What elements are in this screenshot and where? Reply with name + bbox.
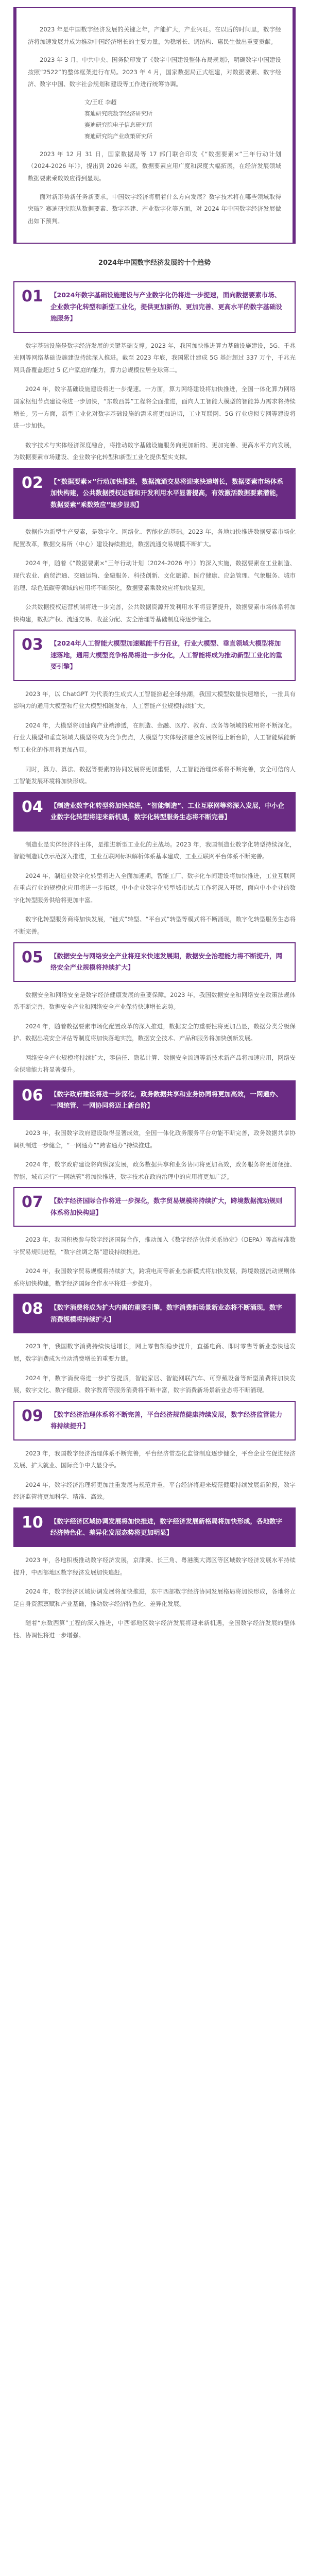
section-paragraph: 数字技术与实体经济深度融合，将推动数字基础设施服务向更加新的、更加完善、更高水平方向发展，为数据要素市场建设、企业数字化转型和新型工业化提供坚实支撑。 [13,441,296,461]
section-title: 【数字消费将成为扩大内需的重要引擎，数字消费新场景新业态将不断涌现，数字消费规模将持续扩大】 [50,1303,283,1323]
section-body [13,839,296,938]
section-number: 08 [22,1300,43,1318]
section [13,281,296,464]
section-body [13,1341,296,1396]
section-body [13,1554,296,1641]
section-body [13,1127,296,1183]
section-number: 10 [22,1513,43,1532]
section-title: 【数字政府建设将进一步深化，政务数据共享和业务协同将更加高效，一网通办、一网统管、一网协同将迈上新台阶】 [50,1090,283,1110]
section-header [13,1507,296,1547]
section-paragraph: 制造业是实体经济的主体，是推进新型工业化的主战场。2023 年，我国制造业数字化转型持续深化，智能制造试点示范深入推进，工业互联网标识解析体系基本建成，工业互联网平台体系不断完善。 [13,840,296,860]
section-title: 【数据安全与网络安全产业将迎来快速发展期，数据安全治理能力将不断提升，网络安全产业规模将持续扩大】 [50,952,283,972]
section-paragraph: 随着“东数西算”工程的深入推进，中西部地区数字经济发展将迎来新机遇，全国数字经济发展的整体性、协调性将进一步增强。 [13,1619,296,1639]
section-number: 07 [22,1193,43,1212]
section-body [13,1234,296,1290]
intro-meta [28,97,281,142]
section-title: 【数字经济区域协调发展将加快推进，数字经济发展新格局将加快形成，各地数字经济特色化、差异化发展态势将更加明显】 [50,1517,283,1537]
section-paragraph: 2023 年，以 ChatGPT 为代表的生成式人工智能掀起全球热潮，我国大模型数量快速增长，一批具有影响力的通用大模型和行业大模型相继发布，人工智能产业规模持续扩大。 [13,690,296,710]
section [13,630,296,787]
section-number: 03 [22,636,43,654]
org-line: 赛迪研究院电子信息研究所 [84,121,152,128]
section-paragraph: 2023 年，我国数字经济治理体系不断完善，平台经济常态化监管制度逐步健全，平台企业在促进经济发展、扩大就业、国际竞争中大显身手。 [13,1449,296,1469]
section-paragraph: 2024 年，数字经济治理将更加注重发展与规范并重，平台经济将迎来规范健康持续发展新阶段，数字经济监管将更加科学、精准、高效。 [13,1481,296,1501]
section-header [13,281,296,333]
org-line: 赛迪研究院产业政策研究所 [84,132,152,140]
section-body [13,340,296,464]
intro-paragraph: 2023 年 3 月，中共中央、国务院印发了《数字中国建设整体布局规划》，明确数字中国建设按照“2522”的整体框架进行布局。2023 年 4 月，国家数据局正式组建，对数据要素、数字经济、数字中国、数字社会规划和建设等工作进行统筹协调。 [28,56,281,88]
section-paragraph: 2024 年，随着《“数据要素×”三年行动计划（2024-2026 年）》的深入实施，数据要素在工业制造、现代农业、商贸流通、交通运输、金融服务、科技创新、文化旅游、医疗健康、应急管理、气象服务、城市治理、绿色低碳等领域的应用将不断深化，数据要素乘数效应将加快显现。 [13,560,296,591]
section-number: 04 [22,798,43,816]
section [13,792,296,938]
section-paragraph: 网络安全产业规模将持续扩大，零信任、隐私计算、数据安全流通等新技术新产品将加速应用，网络安全保障能力将显著提升。 [13,1054,296,1074]
section-title: 【制造业数字化转型将加快推进，“智能制造”、工业互联网等将深入发展，中小企业数字化转型将迎来新机遇，数字化转型服务生态将不断完善】 [50,801,284,821]
section [13,942,296,1076]
section [13,1187,296,1290]
document-title: 2024年中国数字经济发展的十个趋势 [98,259,211,267]
section-paragraph: 数字化转型服务商将加快发展，“链式”转型、“平台式”转型等模式将不断涌现，数字化转型服务生态将不断完善。 [13,916,296,935]
section-header [13,942,296,982]
section-paragraph: 2023 年，我国积极参与数字经济国际合作，推动加入《数字经济伙伴关系协定》（DEPA）等高标准数字贸易规则进程，“数字丝绸之路”建设持续推进。 [13,1236,296,1256]
section-paragraph: 2024 年，制造业数字化转型将进入全面加速期，智能工厂、数字化车间建设将加快推进，工业互联网在重点行业的规模化应用将进一步拓展。中小企业数字化转型城市试点工作将深入开展，面向中小企业的数字化转型服务供给将更加丰富。 [13,872,296,904]
section-number: 01 [22,287,43,306]
section-paragraph: 2024 年，数字政府建设将向纵深发展，政务数据共享和业务协同将更加高效，政务服务将更加便捷、智能，城市运行“一网统管”将加快推进，数字技术在政府治理中的应用将更加广泛。 [13,1161,296,1180]
section-header [13,1401,296,1440]
section-paragraph: 2024 年，我国数字贸易规模将持续扩大，跨境电商等新业态新模式将加快发展，跨境数据流动规则体系将加快构建，数字经济国际合作水平将进一步提升。 [13,1267,296,1287]
section-header [13,792,296,832]
section [13,1080,296,1183]
section-title: 【2024年人工智能大模型加速赋能千行百业，行业大模型、垂直领域大模型将加速落地，通用大模型竞争格局将进一步分化，人工智能将成为推动新型工业化的重要引擎】 [50,639,283,671]
intro-paragraph: 2023 年 12 月 31 日，国家数据局等 17 部门联合印发《“数据要素×”三年行动计划（2024-2026 年）》，提出到 2026 年底，数据要素应用广度和深度大幅拓展，在经济发展领域数据要素乘数效应得到显现。 [28,150,281,182]
section-body [13,526,296,625]
section-number: 05 [22,948,43,967]
section-header [13,1080,296,1120]
section-paragraph: 2024 年，数字消费将进一步扩容提质，智能家居、智能网联汽车、可穿戴设备等新型消费将加快发展，数字文化、数字健康、数字教育等服务消费将不断丰富，数字消费新场景新业态将不断涌现。 [13,1374,296,1394]
section-paragraph: 2023 年，我国数字政府建设取得显著成效，全国一体化政务服务平台功能不断完善，政务数据共享协调机制进一步健全，“一网通办”“跨省通办”持续推进。 [13,1129,296,1149]
sections-container [13,277,296,1641]
section-number: 09 [22,1406,43,1425]
section-header [13,1187,296,1227]
section-paragraph: 数字基础设施是数字经济发展的关键基础支撑。2023 年，我国加快推进算力基础设施建设，5G、千兆光网等网络基础设施建设持续深入推进。截至 2023 年底，我国累计建成 5G 基站超过 337 万个，千兆光网具备覆盖超过 5 亿户家庭的能力，算力总规模位居全球第二。 [13,342,296,374]
org-line: 赛迪研究院数字经济研究所 [84,110,152,117]
section-title: 【2024年数字基础设施建设与产业数字化仍将进一步提速，面向数据要素市场、企业数字化转型和新型工业化，提供更加新的、更加完善、更高水平的数字基础设施服务】 [50,291,283,323]
section-body [13,989,296,1076]
author-line: 文/王旺 李超 [84,98,117,106]
section-body [13,1448,296,1503]
section-paragraph: 2023 年，我国数字消费持续快速增长，网上零售额稳步提升，直播电商、即时零售等新业态快速发展，数字消费成为拉动消费增长的重要力量。 [13,1343,296,1362]
section [13,468,296,625]
intro-paragraph: 面对新形势新任务新要求，中国数字经济将朝着什么方向发展？数字技术将在哪些领域取得突破？赛迪研究院从数据要素、数字基建、产业数字化等方面，对 2024 年中国数字经济发展做出如下预判。 [28,193,281,225]
section-header [13,1294,296,1333]
section [13,1507,296,1641]
section-paragraph: 2024 年，大模型将加速向产业端渗透，在制造、金融、医疗、教育、政务等领域的应用将不断深化。行业大模型和垂直领域大模型将成为竞争焦点，大模型与实体经济融合发展将迈上新台阶，人工智能赋能新型工业化的作用将更加凸显。 [13,721,296,753]
section-paragraph: 公共数据授权运营机制将进一步完善，公共数据资源开发利用水平将显著提升，数据要素市场体系将加快构建，数据产权、流通交易、收益分配、安全治理等基础制度将逐步健全。 [13,603,296,623]
section-paragraph: 2023 年，各地积极推动数字经济发展，京津冀、长三角、粤港澳大湾区等区域数字经济发展水平持续提升，中西部地区数字经济发展加快追赶。 [13,1556,296,1576]
section-paragraph: 数据安全和网络安全是数字经济健康发展的重要保障。2023 年，我国数据安全和网络安全政策法规体系不断完善，数据安全产业和网络安全产业保持快速增长态势。 [13,991,296,1011]
section-header [13,630,296,681]
section-title: 【数字经济国际合作将进一步深化，数字贸易规模将持续扩大，跨境数据流动规则体系将加快构建】 [50,1197,283,1216]
section-body [13,688,296,788]
section [13,1401,296,1503]
section-paragraph: 2024 年，数字经济区域协调发展将加快推进，东中西部数字经济协同发展格局将加快形成，各地将立足自身资源禀赋和产业基础，推动数字经济特色化、差异化发展。 [13,1588,296,1607]
intro-paragraph: 2023 年是中国数字经济发展的关键之年，产能扩大，产业兴旺。在以后的时间里，数字经济将加速发展并成为推动中国经济增长的主要力量，为稳增长、调结构、惠民生做出重要贡献。 [28,26,281,45]
section-header [13,468,296,519]
section-title: 【数字经济治理体系将不断完善，平台经济规范健康持续发展，数字经济监管能力将持续提升】 [50,1410,283,1430]
section-paragraph: 2024 年，随着数据要素市场化配置改革的深入推进，数据安全的重要性将更加凸显，数据分类分级保护、数据出境安全评估等制度将加快落地实施，数据安全技术、产品和服务将加快创新发展。 [13,1022,296,1042]
section-paragraph: 同时，算力、算法、数据等要素的协同发展将更加重要，人工智能治理体系将不断完善，安全可信的人工智能发展环境将加快形成。 [13,765,296,785]
section-number: 06 [22,1086,43,1105]
section-number: 02 [22,473,43,492]
section [13,1294,296,1396]
intro-box [13,7,296,244]
section-paragraph: 2024 年，数字基础设施建设将进一步提速。一方面，算力网络建设将加快推进，全国一体化算力网络国家枢纽节点建设将进一步加快，“东数西算”工程将全面推进，面向人工智能大模型的智能算力需求将持续增长。另一方面，新型工业化对数字基础设施的需求将更加迫切，工业互联网、5G 行业虚拟专网等建设将进一步加快。 [13,385,296,430]
section-title: 【“数据要素×”行动加快推进，数据流通交易将迎来快速增长，数据要素市场体系加快构建，公共数据授权运营和开发利用水平显著提高，有效激活数据要素潜能，数据要素“乘数效应”逐步显现】 [50,477,283,509]
section-paragraph: 数据作为新型生产要素，是数字化、网络化、智能化的基础。2023 年，各地加快推进数据要素市场化配置改革，数据交易所（中心）建设持续推进，数据流通交易规模不断扩大。 [13,528,296,548]
